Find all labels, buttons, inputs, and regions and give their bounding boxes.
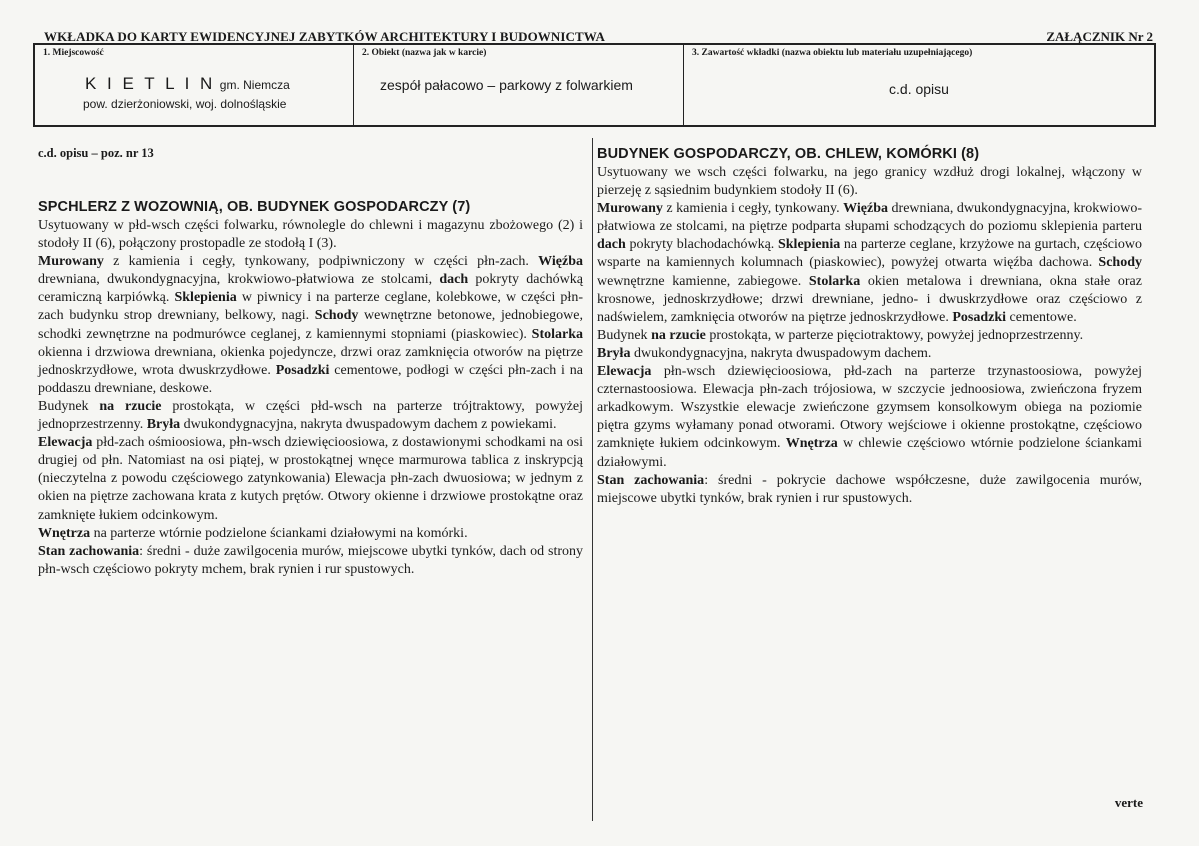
place-gmina: gm. Niemcza	[219, 78, 290, 92]
text-run: na parterze wtórnie podzielone ściankami działowymi na komórki.	[90, 525, 468, 541]
text-run: Budynek	[597, 327, 652, 343]
text-run: płn-wsch dziewięcioosiowa, płd-zach na parterze trzynastoosiowa, powyżej czternastoosiowa. Elewacja płn-zach trójosiowa, w szczycie jednoosiowa, zwieńczona fryzem arkadkowym. Wszystkie elewacje zwieńczone gzymsem konsolkowym obiega na poziomie piętra gzyms wyłamany ponad otworami. Otwory wejściowe i okienne prostokątne, częściowo zamknięte łukiem odcinkowym.	[597, 364, 1142, 452]
bold-term: Stan zachowania	[38, 543, 140, 559]
bold-term: Bryła	[146, 417, 181, 433]
bold-term: dach	[439, 272, 469, 288]
text-run: okienna i drzwiowa drewniana, okienka pojedyncze, drzwi oraz zamknięcia otworów na piętrze jednoskrzydłowe, wrota dwuskrzydłowe.	[38, 344, 583, 378]
text-run: wewnętrzne kamienne, zabiegowe.	[597, 273, 809, 289]
text-run: z kamienia i cegły, tynkowany, podpiwniczony w części płn-zach.	[103, 254, 539, 270]
bold-term: Więźba	[538, 254, 583, 270]
text-run: Usytuowany w płd-wsch części folwarku, równolegle do chlewni i magazynu zbożowego (2) i stodoły II (6), połączony prostopadle ze stodołą I (3).	[38, 218, 583, 252]
right-column	[597, 146, 1142, 508]
bold-term: Posadzki	[952, 309, 1007, 325]
bold-term: Bryła	[597, 345, 631, 361]
text-run: cementowe, podłogi w części płn-zach i na poddaszu drewniane, deskowe.	[38, 362, 584, 396]
text-run: w piwnicy i na parterze ceglane, kolebkowe, w części płn-zach budynku strop drewniany, belkowy, nagi.	[38, 290, 583, 324]
object-cell	[354, 45, 684, 125]
text-run: drewniana, dwukondygnacyjna, krokwiowo-płatwiowa ze stolcami, na piętrze podparta słupami schodzących do poziomu sklepienia parteru	[597, 201, 1142, 235]
bold-term: Wnętrza	[38, 525, 91, 541]
bold-term: Stan zachowania	[597, 472, 705, 488]
content-name: c.d. opisu	[889, 81, 949, 97]
bold-term: na rzucie	[651, 327, 706, 343]
locality-value	[85, 74, 290, 94]
text-run: z kamienia i cegły, tynkowany.	[662, 201, 844, 217]
text-run: dwukondygnacyjna, nakryta dwuspadowym dachem.	[630, 345, 932, 361]
text-run: w chlewie częściowo wtórnie podzielone ściankami działowymi.	[597, 436, 1143, 470]
verte-note: verte	[1114, 795, 1143, 810]
bold-term: Stolarka	[808, 273, 861, 289]
text-run: wewnętrzne betonowe, jednobiegowe, schodki zewnętrzne na podmurówce ceglanej, z kamiennymi stopniami (piaskowiec).	[38, 308, 583, 342]
place-region: pow. dzierżoniowski, woj. dolnośląskie	[83, 97, 287, 111]
bold-term: Murowany	[597, 201, 663, 217]
bold-term: Więźba	[843, 201, 889, 217]
left-column	[38, 146, 583, 579]
section-heading-pigsty: BUDYNEK GOSPODARCZY, OB. CHLEW, KOMÓRKI (8)	[597, 146, 980, 162]
text-run: drewniana, dwukondygnacyjna, krokwiowo-płatwiowa ze stolcami,	[38, 272, 440, 288]
bold-term: Sklepienia	[174, 290, 237, 306]
section-heading-granary: SPCHLERZ Z WOZOWNIĄ, OB. BUDYNEK GOSPODARCZY (7)	[38, 199, 471, 215]
bold-term: Sklepienia	[777, 237, 841, 253]
place-name: K I E T L I N	[85, 74, 216, 93]
text-run: : średni - duże zawilgocenia murów, miejscowe ubytki tynków, dach od strony płn-wsch częściowo pokryty mchem, brak rynien i rur spustowych.	[38, 543, 583, 577]
bold-term: Murowany	[38, 254, 104, 270]
bold-term: Elewacja	[38, 435, 93, 451]
document-title: WKŁADKA DO KARTY EWIDENCYJNEJ ZABYTKÓW ARCHITEKTURY I BUDOWNICTWA	[44, 29, 605, 44]
reference-line: c.d. opisu – poz. nr 13	[38, 146, 154, 160]
text-run: pokryty blachodachówką.	[625, 237, 778, 253]
bold-term: Schody	[314, 308, 359, 324]
bold-term: Elewacja	[597, 364, 652, 380]
text-run: Usytuowany we wsch części folwarku, na jego granicy wzdłuż drogi lokalnej, włączony w pierzeję z sąsiednim budynkiem stodoły II (6).	[597, 165, 1142, 199]
text-run: płd-zach ośmioosiowa, płn-wsch dziewięcioosiowa, z dostawionymi schodkami na osi drugiej od płn. Natomiast na osi piątej, w prostokątnej wnęce marmurowa tablica z inskrypcją (nieczytelna z powodu częściowego zatynkowania) Elewacja płn-zach dwuosiowa; w jednym z okien na piętrze zachowana krata z kutych prętów. Otwory okienne i drzwiowe prostokątne oraz zamknięte łukiem odcinkowym.	[38, 435, 583, 523]
bold-term: dach	[597, 237, 626, 253]
content-label: 3. Zawartość wkładki (nazwa obiektu lub materiału uzupełniającego)	[692, 48, 973, 58]
text-run: Budynek	[38, 398, 100, 414]
bold-term: Stolarka	[531, 326, 583, 342]
text-run: cementowe.	[1006, 309, 1077, 325]
object-name: zespół pałacowo – parkowy z folwarkiem	[380, 77, 633, 93]
bold-term: na rzucie	[99, 398, 162, 414]
text-run: prostokąta, w części płd-wsch na parterze trójtraktowy, powyżej jednoprzestrzenny.	[38, 398, 583, 433]
text-run: : średni - pokrycie dachowe współczesne, duże zawilgocenia murów, miejscowe ubytki tynków, brak rynien i rur spustowych.	[597, 472, 1143, 506]
content-cell	[684, 45, 1154, 125]
locality-label: 1. Miejscowość	[43, 48, 104, 58]
section-body-pigsty	[597, 164, 1142, 508]
section-body-granary	[38, 217, 583, 579]
text-run: prostokąta, w parterze pięciotraktowy, powyżej jednoprzestrzenny.	[705, 327, 1084, 343]
object-label: 2. Obiekt (nazwa jak w karcie)	[362, 48, 487, 58]
text-run: dwukondygnacyjna, nakryta dwuspadowym dachem z powiekami.	[180, 417, 557, 433]
locality-cell	[35, 45, 354, 125]
header-table	[33, 43, 1156, 127]
text-run: okien metalowa i drewniana, okna stałe oraz krosnowe, jednoskrzydłowe; drzwi drewniane, jedno- i dwuskrzydłowe oraz częściowo z nadświelem, zamknięcia otworów na piętrze jednoskrzydłowe.	[597, 273, 1142, 325]
bold-term: Wnętrza	[785, 436, 838, 452]
column-divider	[592, 138, 593, 821]
text-run: pokryty dachówką ceramiczną karpiówką.	[38, 272, 583, 306]
bold-term: Schody	[1098, 255, 1142, 271]
bold-term: Posadzki	[275, 362, 330, 378]
attachment-number: ZAŁĄCZNIK Nr 2	[1046, 29, 1153, 44]
text-run: na parterze ceglane, krzyżowe na gurtach, częściowo wsparte na kamiennych kolumnach (piaskowiec), powyżej otwarta więźba dachowa.	[597, 237, 1142, 271]
